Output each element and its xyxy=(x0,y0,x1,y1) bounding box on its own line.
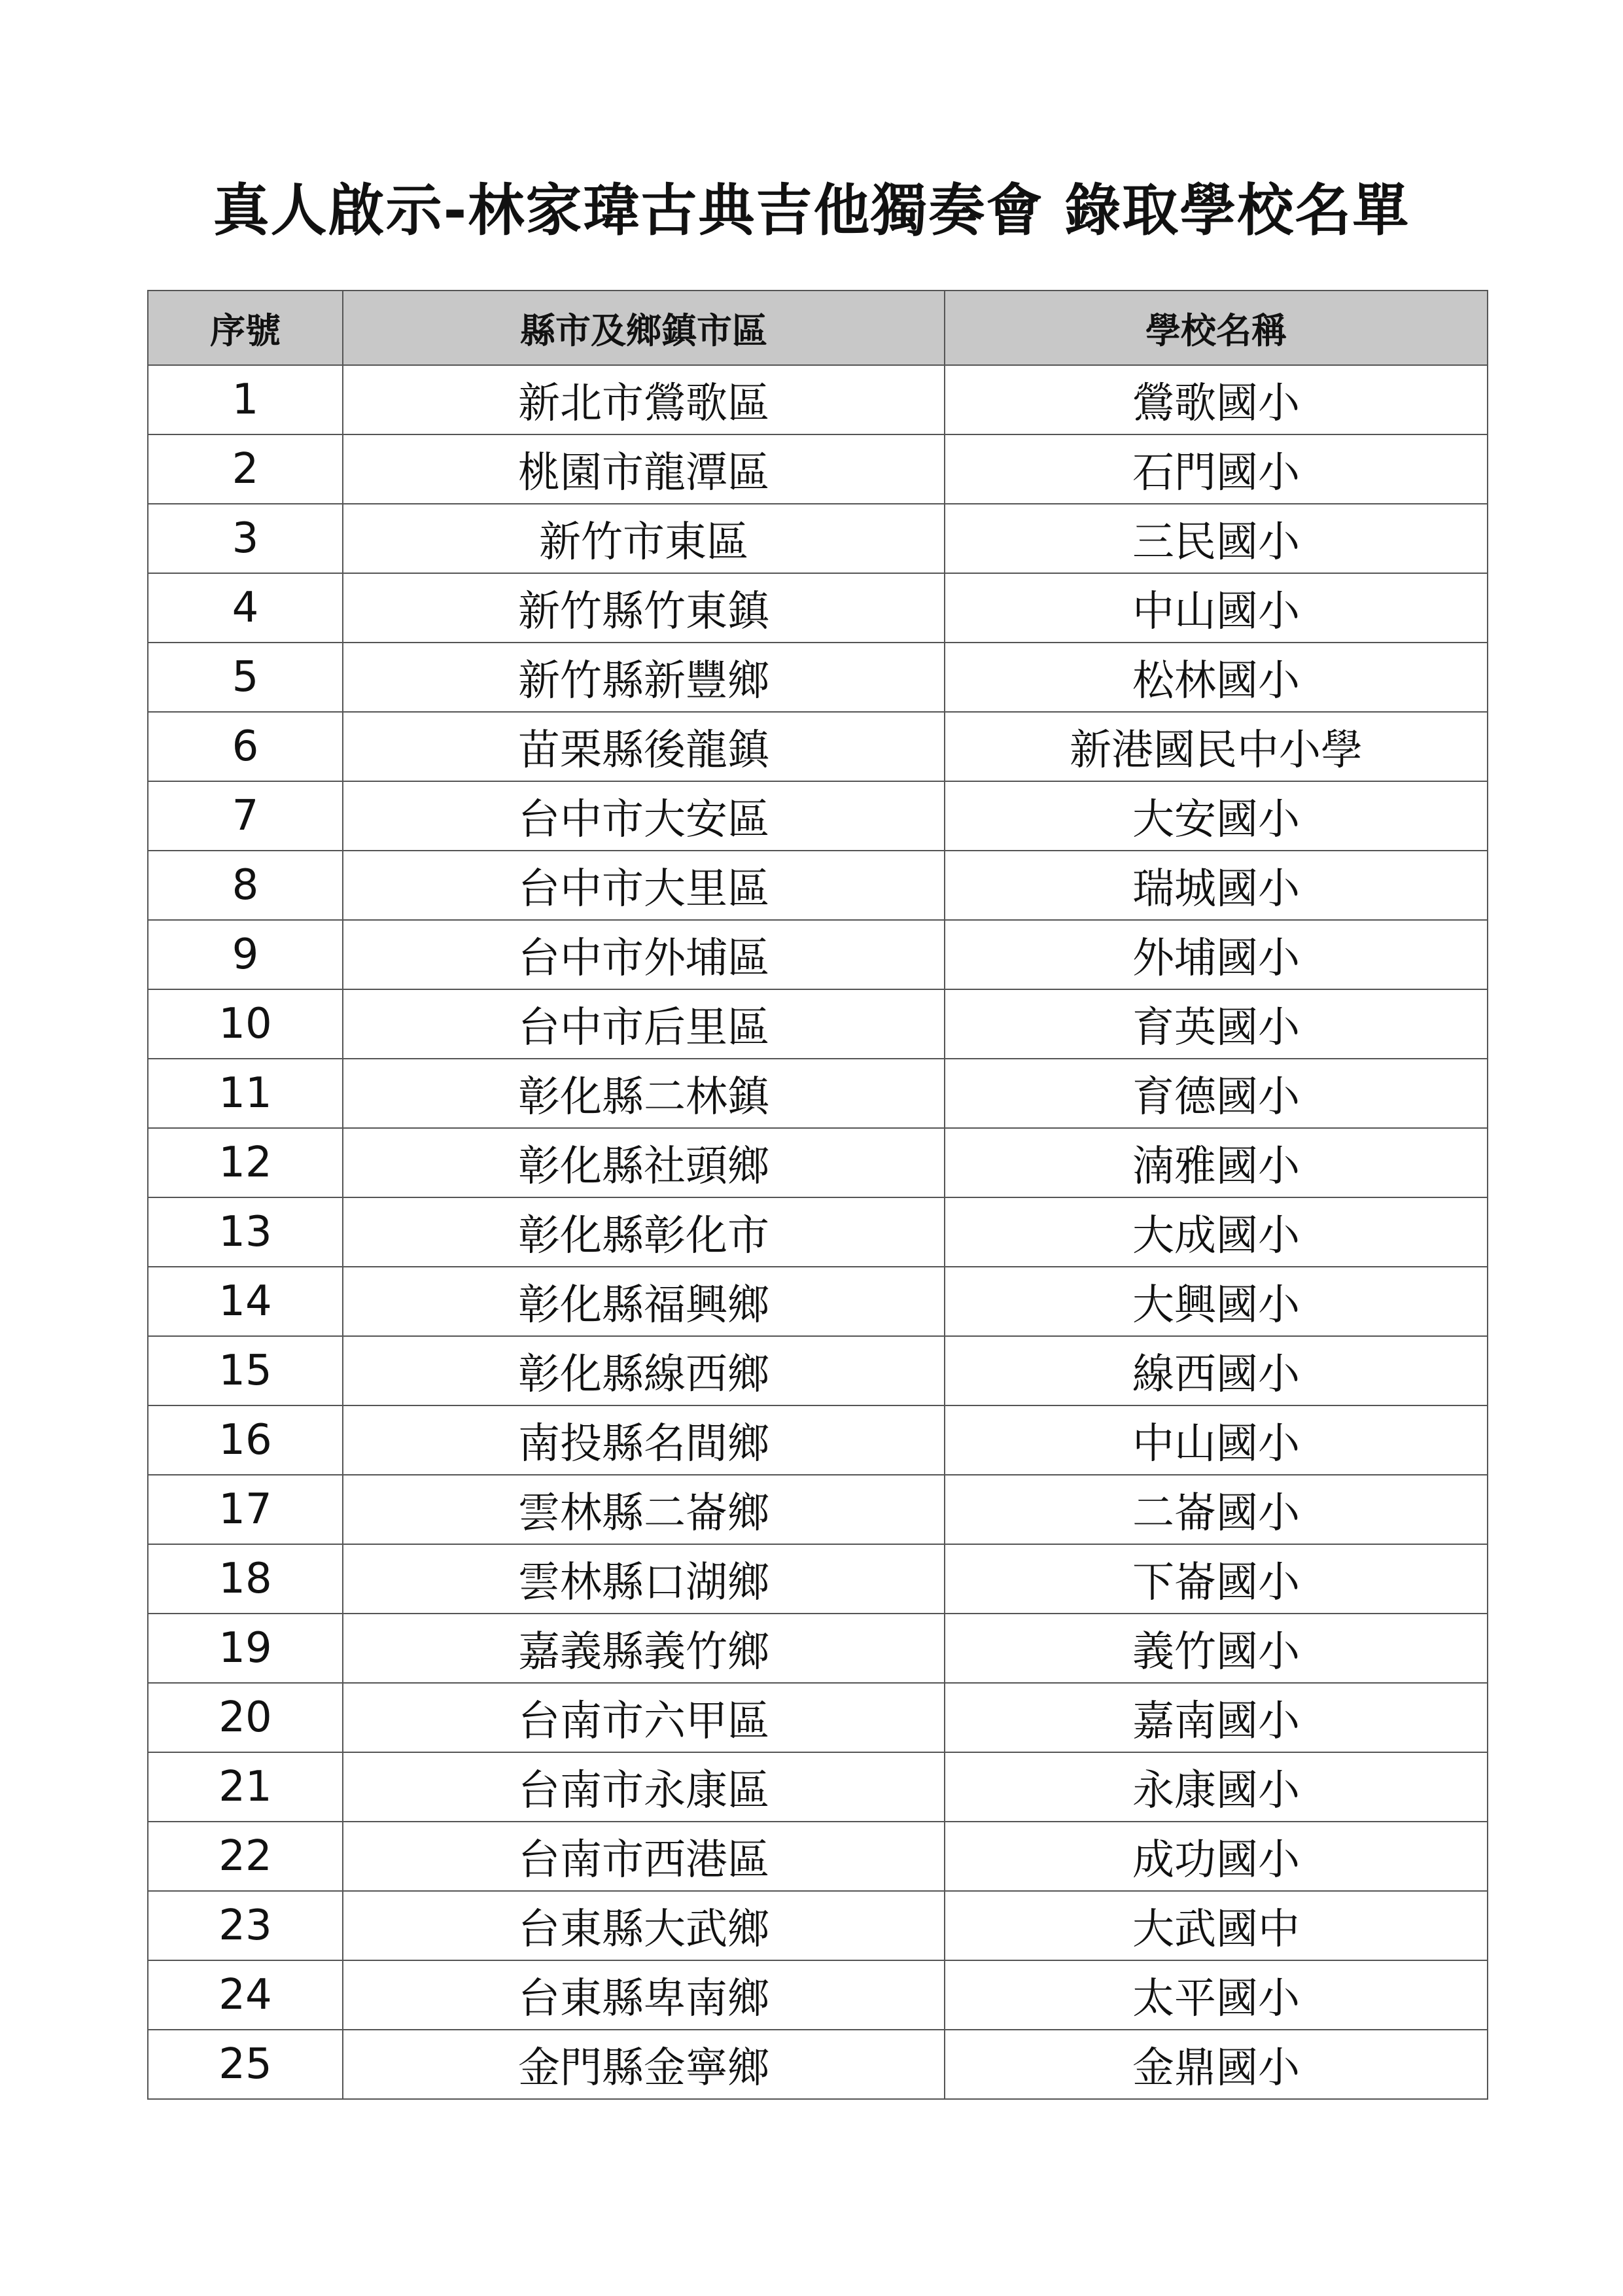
cell-school: 大成國小 xyxy=(945,1197,1488,1267)
cell-no: 3 xyxy=(148,504,343,573)
cell-area: 桃園市龍潭區 xyxy=(343,434,945,504)
cell-no: 8 xyxy=(148,851,343,920)
cell-no: 21 xyxy=(148,1752,343,1822)
cell-area: 彰化縣二林鎮 xyxy=(343,1059,945,1128)
cell-no: 13 xyxy=(148,1197,343,1267)
cell-no: 18 xyxy=(148,1544,343,1614)
cell-school: 三民國小 xyxy=(945,504,1488,573)
table-row xyxy=(148,781,1488,851)
cell-school: 義竹國小 xyxy=(945,1614,1488,1683)
cell-no: 20 xyxy=(148,1683,343,1752)
table-row xyxy=(148,1960,1488,2030)
cell-no: 9 xyxy=(148,920,343,989)
cell-area: 金門縣金寧鄉 xyxy=(343,2030,945,2099)
cell-no: 19 xyxy=(148,1614,343,1683)
cell-no: 1 xyxy=(148,365,343,434)
cell-area: 台南市永康區 xyxy=(343,1752,945,1822)
cell-school: 成功國小 xyxy=(945,1822,1488,1891)
table-row xyxy=(148,920,1488,989)
cell-area: 台中市外埔區 xyxy=(343,920,945,989)
cell-school: 石門國小 xyxy=(945,434,1488,504)
cell-school: 瑞城國小 xyxy=(945,851,1488,920)
cell-school: 外埔國小 xyxy=(945,920,1488,989)
cell-school: 育英國小 xyxy=(945,989,1488,1059)
table-row xyxy=(148,1752,1488,1822)
cell-area: 台東縣大武鄉 xyxy=(343,1891,945,1960)
cell-area: 台東縣卑南鄉 xyxy=(343,1960,945,2030)
cell-area: 台中市后里區 xyxy=(343,989,945,1059)
table-row xyxy=(148,1059,1488,1128)
cell-area: 彰化縣社頭鄉 xyxy=(343,1128,945,1197)
cell-school: 永康國小 xyxy=(945,1752,1488,1822)
cell-area: 彰化縣線西鄉 xyxy=(343,1336,945,1405)
table-row xyxy=(148,1197,1488,1267)
cell-school: 中山國小 xyxy=(945,573,1488,643)
table-row xyxy=(148,365,1488,434)
cell-area: 新北市鶯歌區 xyxy=(343,365,945,434)
cell-school: 新港國民中小學 xyxy=(945,712,1488,781)
cell-school: 松林國小 xyxy=(945,643,1488,712)
cell-area: 南投縣名間鄉 xyxy=(343,1405,945,1475)
cell-area: 台南市西港區 xyxy=(343,1822,945,1891)
cell-school: 嘉南國小 xyxy=(945,1683,1488,1752)
cell-no: 4 xyxy=(148,573,343,643)
table-row xyxy=(148,712,1488,781)
cell-no: 17 xyxy=(148,1475,343,1544)
cell-school: 湳雅國小 xyxy=(945,1128,1488,1197)
school-list-table xyxy=(147,290,1488,2100)
cell-no: 25 xyxy=(148,2030,343,2099)
cell-area: 雲林縣口湖鄉 xyxy=(343,1544,945,1614)
table-row xyxy=(148,1475,1488,1544)
table-row xyxy=(148,1405,1488,1475)
cell-school: 鶯歌國小 xyxy=(945,365,1488,434)
table-row xyxy=(148,643,1488,712)
cell-area: 台中市大里區 xyxy=(343,851,945,920)
cell-school: 育德國小 xyxy=(945,1059,1488,1128)
cell-no: 6 xyxy=(148,712,343,781)
cell-school: 下崙國小 xyxy=(945,1544,1488,1614)
header-no: 序號 xyxy=(148,291,343,365)
header-school: 學校名稱 xyxy=(945,291,1488,365)
cell-no: 16 xyxy=(148,1405,343,1475)
table-row xyxy=(148,1128,1488,1197)
cell-area: 台中市大安區 xyxy=(343,781,945,851)
table-row xyxy=(148,1614,1488,1683)
cell-no: 5 xyxy=(148,643,343,712)
cell-school: 金鼎國小 xyxy=(945,2030,1488,2099)
cell-area: 彰化縣彰化市 xyxy=(343,1197,945,1267)
cell-area: 嘉義縣義竹鄉 xyxy=(343,1614,945,1683)
table-row xyxy=(148,504,1488,573)
cell-area: 台南市六甲區 xyxy=(343,1683,945,1752)
table-row xyxy=(148,1683,1488,1752)
cell-area: 彰化縣福興鄉 xyxy=(343,1267,945,1336)
cell-school: 線西國小 xyxy=(945,1336,1488,1405)
cell-no: 10 xyxy=(148,989,343,1059)
cell-school: 中山國小 xyxy=(945,1405,1488,1475)
cell-no: 23 xyxy=(148,1891,343,1960)
table-row xyxy=(148,1822,1488,1891)
table-row xyxy=(148,2030,1488,2099)
cell-no: 24 xyxy=(148,1960,343,2030)
cell-no: 2 xyxy=(148,434,343,504)
cell-school: 二崙國小 xyxy=(945,1475,1488,1544)
cell-no: 15 xyxy=(148,1336,343,1405)
cell-area: 新竹市東區 xyxy=(343,504,945,573)
table-row xyxy=(148,1267,1488,1336)
table-header-row xyxy=(148,291,1488,365)
table-row xyxy=(148,573,1488,643)
cell-school: 大安國小 xyxy=(945,781,1488,851)
cell-no: 11 xyxy=(148,1059,343,1128)
cell-no: 12 xyxy=(148,1128,343,1197)
cell-school: 大興國小 xyxy=(945,1267,1488,1336)
table-row xyxy=(148,989,1488,1059)
table-row xyxy=(148,1544,1488,1614)
cell-no: 7 xyxy=(148,781,343,851)
cell-no: 14 xyxy=(148,1267,343,1336)
cell-no: 22 xyxy=(148,1822,343,1891)
table-row xyxy=(148,1336,1488,1405)
page-title: 真人啟示-林家瑋古典吉他獨奏會 錄取學校名單 xyxy=(213,178,1410,243)
cell-area: 新竹縣新豐鄉 xyxy=(343,643,945,712)
cell-area: 苗栗縣後龍鎮 xyxy=(343,712,945,781)
cell-area: 雲林縣二崙鄉 xyxy=(343,1475,945,1544)
header-area: 縣市及鄉鎮市區 xyxy=(343,291,945,365)
table-row xyxy=(148,851,1488,920)
cell-school: 大武國中 xyxy=(945,1891,1488,1960)
table-row xyxy=(148,434,1488,504)
cell-school: 太平國小 xyxy=(945,1960,1488,2030)
table-row xyxy=(148,1891,1488,1960)
cell-area: 新竹縣竹東鎮 xyxy=(343,573,945,643)
